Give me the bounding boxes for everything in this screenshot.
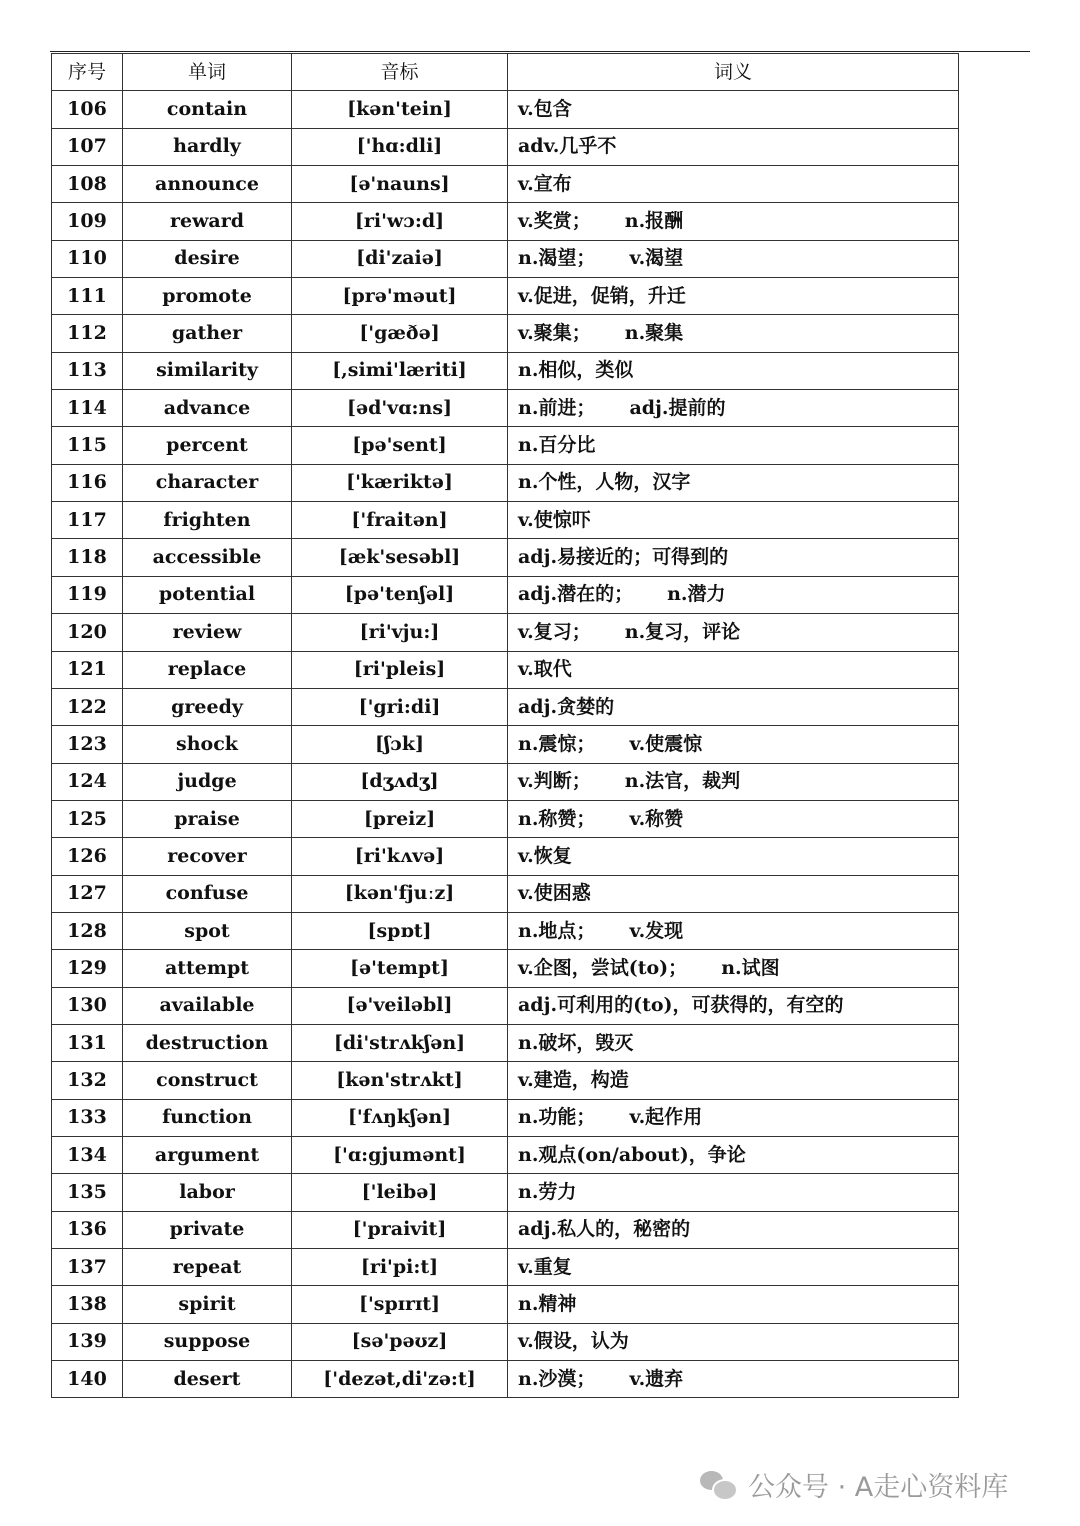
row-number: 106: [52, 91, 123, 128]
row-number: 140: [52, 1361, 123, 1398]
row-phonetic: [ʃɔk]: [292, 726, 508, 763]
row-phonetic: [ri'kʌvə]: [292, 838, 508, 875]
row-word: spot: [123, 912, 292, 949]
row-number: 138: [52, 1286, 123, 1323]
row-meaning: [508, 352, 959, 389]
meaning-part: v.企图，尝试(to)；: [518, 956, 688, 979]
row-word: recover: [123, 838, 292, 875]
row-phonetic: [di'zaiə]: [292, 240, 508, 277]
row-phonetic: [ri'pi:t]: [292, 1249, 508, 1286]
meaning-part: n.观点(on/about)，争论: [518, 1143, 746, 1166]
meaning-part: n.法官，裁判: [624, 770, 741, 793]
table-row: [52, 1249, 959, 1286]
row-number: 117: [52, 502, 123, 539]
meaning-part: n.试图: [721, 956, 780, 979]
row-phonetic: [pə'sent]: [292, 427, 508, 464]
row-phonetic: [əd'vɑ:ns]: [292, 390, 508, 427]
row-meaning: [508, 203, 959, 240]
table-row: [52, 1174, 959, 1211]
top-rule: [50, 51, 1030, 52]
meaning-part: n.聚集: [624, 322, 684, 345]
row-meaning: [508, 763, 959, 800]
row-word: available: [123, 987, 292, 1024]
row-number: 132: [52, 1062, 123, 1099]
row-meaning: [508, 726, 959, 763]
row-meaning: [508, 614, 959, 651]
meaning-part: v.建造，构造: [518, 1068, 629, 1091]
row-meaning: [508, 1249, 959, 1286]
row-phonetic: ['fraitən]: [292, 502, 508, 539]
meaning-part: v.恢复: [518, 844, 572, 867]
row-word: shock: [123, 726, 292, 763]
table-row: [52, 576, 959, 613]
row-number: 112: [52, 315, 123, 352]
row-number: 107: [52, 128, 123, 165]
row-number: 115: [52, 427, 123, 464]
row-meaning: [508, 128, 959, 165]
row-phonetic: [prə'məut]: [292, 278, 508, 315]
row-phonetic: [kən'tein]: [292, 91, 508, 128]
meaning-part: n.劳力: [518, 1180, 577, 1203]
row-phonetic: [di'strʌkʃən]: [292, 1024, 508, 1061]
meaning-part: v.促进，促销，升迁: [518, 284, 686, 307]
table-row: [52, 91, 959, 128]
row-phonetic: [spɒt]: [292, 912, 508, 949]
row-number: 139: [52, 1323, 123, 1360]
header-meaning: 词义: [508, 54, 959, 91]
row-word: character: [123, 464, 292, 501]
row-word: labor: [123, 1174, 292, 1211]
row-word: contain: [123, 91, 292, 128]
table-row: [52, 1062, 959, 1099]
table-row: [52, 800, 959, 837]
row-number: 113: [52, 352, 123, 389]
table-row: [52, 688, 959, 725]
row-number: 122: [52, 688, 123, 725]
table-row: [52, 390, 959, 427]
meaning-part: v.使惊吓: [518, 508, 591, 531]
row-word: review: [123, 614, 292, 651]
row-phonetic: ['kæriktə]: [292, 464, 508, 501]
row-number: 118: [52, 539, 123, 576]
row-phonetic: [ri'wɔ:d]: [292, 203, 508, 240]
table-row: [52, 912, 959, 949]
meaning-part: adj.贪婪的: [518, 695, 615, 718]
row-meaning: [508, 539, 959, 576]
row-word: desert: [123, 1361, 292, 1398]
row-number: 116: [52, 464, 123, 501]
row-word: private: [123, 1211, 292, 1248]
row-phonetic: [kən'strʌkt]: [292, 1062, 508, 1099]
row-number: 135: [52, 1174, 123, 1211]
row-word: judge: [123, 763, 292, 800]
row-meaning: [508, 1099, 959, 1136]
row-phonetic: ['ɑ:gjumənt]: [292, 1136, 508, 1173]
row-meaning: [508, 1361, 959, 1398]
meaning-part: adj.提前的: [629, 396, 726, 419]
meaning-part: adj.可利用的(to)，可获得的，有空的: [518, 994, 844, 1017]
row-phonetic: ['hɑ:dli]: [292, 128, 508, 165]
row-meaning: [508, 651, 959, 688]
row-meaning: [508, 800, 959, 837]
row-number: 109: [52, 203, 123, 240]
row-meaning: [508, 1136, 959, 1173]
row-phonetic: [preiz]: [292, 800, 508, 837]
row-word: promote: [123, 278, 292, 315]
row-meaning: [508, 240, 959, 277]
row-meaning: [508, 502, 959, 539]
row-meaning: [508, 1024, 959, 1061]
meaning-part: v.复习；: [518, 620, 591, 643]
row-number: 110: [52, 240, 123, 277]
row-word: similarity: [123, 352, 292, 389]
meaning-part: v.奖赏；: [518, 210, 591, 233]
row-word: attempt: [123, 950, 292, 987]
row-phonetic: [æk'sesəbl]: [292, 539, 508, 576]
meaning-part: v.使震惊: [629, 732, 703, 755]
row-number: 131: [52, 1024, 123, 1061]
table-row: [52, 278, 959, 315]
row-word: praise: [123, 800, 292, 837]
meaning-part: v.称赞: [629, 807, 684, 830]
row-phonetic: [ə'tempt]: [292, 950, 508, 987]
row-meaning: [508, 1323, 959, 1360]
row-number: 127: [52, 875, 123, 912]
row-meaning: [508, 315, 959, 352]
row-phonetic: [kən'fjuːz]: [292, 875, 508, 912]
row-word: replace: [123, 651, 292, 688]
row-phonetic: [ri'pleis]: [292, 651, 508, 688]
table-row: [52, 1361, 959, 1398]
meaning-part: adv.几乎不: [518, 135, 617, 158]
meaning-part: v.取代: [518, 658, 572, 681]
table-row: [52, 1136, 959, 1173]
row-word: argument: [123, 1136, 292, 1173]
row-word: function: [123, 1099, 292, 1136]
row-number: 125: [52, 800, 123, 837]
row-number: 134: [52, 1136, 123, 1173]
table-row: [52, 1323, 959, 1360]
row-phonetic: ['leibə]: [292, 1174, 508, 1211]
meaning-part: v.判断；: [518, 770, 591, 793]
row-number: 119: [52, 576, 123, 613]
row-word: suppose: [123, 1323, 292, 1360]
table-row: [52, 875, 959, 912]
wechat-icon: [700, 1469, 736, 1499]
vocabulary-table: [51, 53, 959, 1398]
meaning-part: v.聚集；: [518, 322, 591, 345]
meaning-part: v.宣布: [518, 172, 572, 195]
table-row: [52, 950, 959, 987]
row-word: percent: [123, 427, 292, 464]
row-number: 121: [52, 651, 123, 688]
row-word: desire: [123, 240, 292, 277]
meaning-part: n.沙漠；: [518, 1367, 596, 1390]
row-meaning: [508, 427, 959, 464]
row-number: 108: [52, 166, 123, 203]
meaning-part: v.使困惑: [518, 882, 591, 905]
table-row: [52, 427, 959, 464]
row-word: advance: [123, 390, 292, 427]
row-word: destruction: [123, 1024, 292, 1061]
watermark-text: 公众号 · A走心资料库: [748, 1471, 1009, 1503]
row-word: announce: [123, 166, 292, 203]
row-word: repeat: [123, 1249, 292, 1286]
header-phonetic: 音标: [292, 54, 508, 91]
row-number: 129: [52, 950, 123, 987]
meaning-part: n.报酬: [624, 210, 684, 233]
row-meaning: [508, 91, 959, 128]
row-phonetic: [sə'pəʊz]: [292, 1323, 508, 1360]
meaning-part: v.包含: [518, 98, 572, 121]
meaning-part: n.震惊；: [518, 732, 596, 755]
row-meaning: [508, 278, 959, 315]
meaning-part: adj.潜在的；: [518, 583, 634, 606]
header-word: 单词: [123, 54, 292, 91]
row-word: reward: [123, 203, 292, 240]
table-row: [52, 1024, 959, 1061]
meaning-part: v.遗弃: [629, 1367, 684, 1390]
row-number: 130: [52, 987, 123, 1024]
row-meaning: [508, 1062, 959, 1099]
meaning-part: n.复习，评论: [624, 620, 741, 643]
row-meaning: [508, 464, 959, 501]
row-phonetic: ['praivit]: [292, 1211, 508, 1248]
row-word: greedy: [123, 688, 292, 725]
row-phonetic: ['fʌŋkʃən]: [292, 1099, 508, 1136]
row-phonetic: ['dezət,di'zə:t]: [292, 1361, 508, 1398]
row-meaning: [508, 576, 959, 613]
row-meaning: [508, 875, 959, 912]
meaning-part: v.发现: [629, 919, 684, 942]
header-number: 序号: [52, 54, 123, 91]
row-word: construct: [123, 1062, 292, 1099]
row-meaning: [508, 166, 959, 203]
table-row: [52, 651, 959, 688]
meaning-part: v.起作用: [629, 1106, 703, 1129]
table-body: [52, 91, 959, 1398]
row-number: 133: [52, 1099, 123, 1136]
meaning-part: v.渴望: [629, 247, 684, 270]
meaning-part: n.潜力: [667, 583, 726, 606]
meaning-part: n.个性，人物，汉字: [518, 471, 691, 494]
meaning-part: n.渴望；: [518, 247, 596, 270]
table-row: [52, 614, 959, 651]
row-number: 128: [52, 912, 123, 949]
table-row: [52, 726, 959, 763]
row-meaning: [508, 912, 959, 949]
row-number: 120: [52, 614, 123, 651]
table-row: [52, 1211, 959, 1248]
meaning-part: n.前进；: [518, 396, 596, 419]
table-row: [52, 539, 959, 576]
row-word: accessible: [123, 539, 292, 576]
row-phonetic: [dʒʌdʒ]: [292, 763, 508, 800]
row-meaning: [508, 950, 959, 987]
row-meaning: [508, 1211, 959, 1248]
row-phonetic: ['gri:di]: [292, 688, 508, 725]
meaning-part: n.百分比: [518, 434, 596, 457]
table-row: [52, 203, 959, 240]
row-meaning: [508, 1286, 959, 1323]
row-phonetic: [ri'vju:]: [292, 614, 508, 651]
table-row: [52, 240, 959, 277]
row-meaning: [508, 688, 959, 725]
row-number: 136: [52, 1211, 123, 1248]
row-number: 137: [52, 1249, 123, 1286]
watermark: [700, 1464, 1008, 1504]
row-number: 114: [52, 390, 123, 427]
table-row: [52, 838, 959, 875]
meaning-part: n.称赞；: [518, 807, 596, 830]
row-phonetic: ['spɪrɪt]: [292, 1286, 508, 1323]
row-phonetic: [ə'veiləbl]: [292, 987, 508, 1024]
row-number: 126: [52, 838, 123, 875]
table-row: [52, 1099, 959, 1136]
meaning-part: n.相似，类似: [518, 359, 634, 382]
table-header-row: [52, 54, 959, 91]
row-word: spirit: [123, 1286, 292, 1323]
row-number: 111: [52, 278, 123, 315]
table-row: [52, 987, 959, 1024]
table-row: [52, 352, 959, 389]
meaning-part: n.地点；: [518, 919, 596, 942]
row-meaning: [508, 838, 959, 875]
table-row: [52, 763, 959, 800]
table-row: [52, 1286, 959, 1323]
row-number: 123: [52, 726, 123, 763]
meaning-part: adj.易接近的；可得到的: [518, 546, 729, 569]
row-meaning: [508, 1174, 959, 1211]
row-number: 124: [52, 763, 123, 800]
meaning-part: n.破坏，毁灭: [518, 1031, 634, 1054]
row-phonetic: [pə'tenʃəl]: [292, 576, 508, 613]
row-phonetic: [,simi'læriti]: [292, 352, 508, 389]
row-phonetic: [ə'nauns]: [292, 166, 508, 203]
row-word: frighten: [123, 502, 292, 539]
row-word: hardly: [123, 128, 292, 165]
table-row: [52, 315, 959, 352]
table-row: [52, 166, 959, 203]
row-meaning: [508, 987, 959, 1024]
row-word: potential: [123, 576, 292, 613]
row-meaning: [508, 390, 959, 427]
row-word: confuse: [123, 875, 292, 912]
table-row: [52, 464, 959, 501]
row-phonetic: ['gæðə]: [292, 315, 508, 352]
meaning-part: adj.私人的，秘密的: [518, 1218, 691, 1241]
row-word: gather: [123, 315, 292, 352]
meaning-part: v.假设，认为: [518, 1330, 629, 1353]
table-row: [52, 128, 959, 165]
meaning-part: n.精神: [518, 1293, 577, 1316]
meaning-part: v.重复: [518, 1255, 572, 1278]
meaning-part: n.功能；: [518, 1106, 596, 1129]
table-row: [52, 502, 959, 539]
